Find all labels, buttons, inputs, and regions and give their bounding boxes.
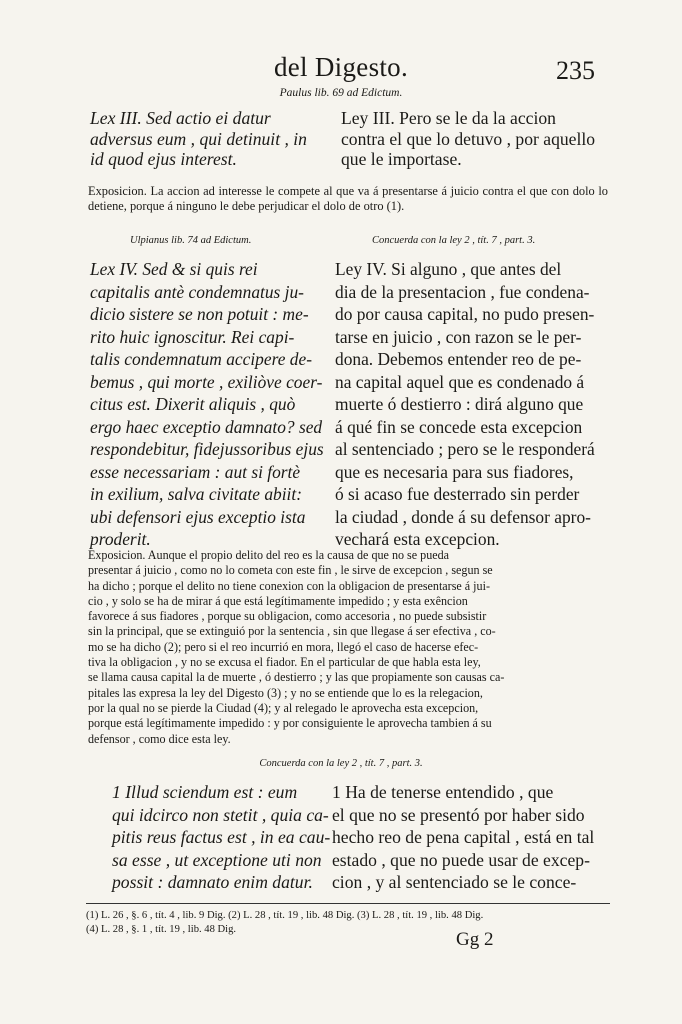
exposicion-line: tiva la obligacion , y no se excusa el fiador. En el particular de que habla esta ley,: [88, 655, 481, 670]
section1-latin-line: 1 Illud sciendum est : eum: [112, 782, 298, 802]
section1-spanish-line: hecho reo de pena capital , está en tal: [332, 827, 595, 848]
lex4-spanish-line: ó si acaso fue desterrado sin perder: [335, 484, 580, 504]
signature-mark: Gg 2: [456, 929, 494, 950]
lex3-spanish-line: que le importase.: [341, 149, 462, 170]
exposicion-line: cio , y solo se ha de mirar á que está legítimamente impedido ; y esta exêncion: [88, 593, 468, 608]
exposicion-line: presentar á juicio , como no lo cometa con este fin , le sirve de excepcion , segun se: [88, 563, 493, 578]
lex3-exposicion: Exposicion. La accion ad interesse le compete al que va á presentarse á juicio contra el que con dolo lo detiene, porque á ninguno le debe perjudicar el dolo de otro (1).: [88, 184, 608, 214]
lex4-latin-line: respondebitur, fidejussoribus ejus: [90, 439, 324, 459]
lex4-latin: [90, 258, 340, 551]
lex4-latin-line: capitalis antè condemnatus ju-: [90, 281, 304, 302]
lex3-spanish-line: contra el que lo detuvo , por aquello: [341, 128, 596, 149]
section1-spanish-line: estado , que no puede usar de excep-: [332, 849, 590, 870]
ref-concuerda-1: Concuerda con la ley 2 , tít. 7 , part. 3.: [372, 235, 536, 246]
section1-latin-line: pitis reus factus est , in ea cau-: [112, 827, 331, 848]
page-title: del Digesto.: [273, 52, 409, 82]
section1-latin-line: sa esse , ut exceptione uti non: [112, 849, 322, 870]
lex4-latin-line: rito huic ignoscitur. Rei capi-: [90, 326, 295, 347]
lex4-spanish-line: al sentenciado ; pero se le responderá: [335, 439, 595, 459]
lex4-spanish-line: la ciudad , donde á su defensor apro-: [335, 506, 591, 527]
ref-ulpianus: Ulpianus lib. 74 ad Edictum.: [130, 235, 252, 246]
footnote-line: (1) L. 26 , §. 6 , tít. 4 , lib. 9 Dig. (2) L. 28 , tít. 19 , lib. 48 Dig. (3) L. 28 , tít. 19 , lib. 48 Dig.: [86, 910, 484, 921]
lex4-latin-line: esse necessariam : aut si fortè: [90, 461, 301, 482]
exposicion-line: mo se ha dicho (2); pero si el reo incurrió en mora, llegó el caso de hacerse efec-: [88, 639, 479, 654]
section1-latin-line: qui idcirco non stetit , quia ca-: [112, 804, 329, 825]
section1-spanish-line: 1 Ha de tenerse entendido , que: [332, 782, 554, 802]
lex4-spanish-line: vechará esta excepcion.: [335, 529, 500, 549]
lex4-spanish-line: dia de la presentacion , fue condena-: [335, 281, 590, 302]
section1-latin-line: possit : damnato enim datur.: [112, 872, 313, 893]
lex3-latin-line: Lex III. Sed actio ei datur: [90, 108, 271, 128]
lex4-spanish-line: muerte ó destierro : dirá alguno que: [335, 394, 584, 414]
lex4-latin-line: ubi defensori ejus exceptio ista: [90, 506, 306, 527]
lex3-latin-line: adversus eum , qui detinuit , in: [90, 128, 307, 149]
lex4-latin-line: dicio sistere se non potuit : me-: [90, 304, 309, 324]
section1-spanish: [332, 781, 614, 894]
lex4-spanish: [335, 258, 613, 551]
lex4-latin-line: in exilium, salva civitate abiit:: [90, 484, 303, 504]
lex4-latin-line: talis condemnatum accipere de-: [90, 349, 312, 369]
footnote-rule: [86, 903, 610, 904]
lex4-spanish-line: na capital aquel que es condenado á: [335, 371, 585, 392]
exposicion-line: ha dicho ; porque el delito no tiene conexion con la obligacion de presentarse á jui-: [88, 578, 490, 593]
lex4-latin-line: Lex IV. Sed & si quis rei: [90, 259, 258, 279]
section1-spanish-line: cion , y al sentenciado se le conce-: [332, 872, 577, 893]
lex4-latin-line: bemus , qui morte , exiliòve coer-: [90, 371, 323, 392]
exposicion-line: Exposicion. Aunque el propio delito del reo es la causa de que no se pueda: [88, 548, 450, 562]
exposicion-line: por la qual no se pierde la Ciudad (4); y al relegado le aprovecha esta excepcion,: [88, 700, 479, 715]
lex4-spanish-line: do por causa capital, no pudo presen-: [335, 304, 595, 324]
lex3-latin: [90, 108, 340, 170]
lex4-spanish-line: Ley IV. Si alguno , que antes del: [335, 259, 562, 279]
exposicion-line: sin la principal, que se extinguió por la sentencia , sin que llegase á ser efectiva , co-: [88, 624, 496, 639]
section1-latin: [112, 781, 344, 894]
exposicion-line: defensor , como dice esta ley.: [88, 731, 231, 746]
lex3-latin-line: id quod ejus interest.: [90, 149, 237, 170]
lex3-spanish: [341, 108, 611, 170]
lex4-latin-line: ergo haec exceptio damnato? sed: [90, 416, 323, 437]
ref-concuerda-2: Concuerda con la ley 2 , tít. 7 , part. 3.: [259, 758, 423, 769]
page-number: 235: [556, 56, 595, 85]
lex4-latin-line: proderit.: [90, 529, 151, 549]
lex4-spanish-line: dona. Debemos entender reo de pe-: [335, 349, 582, 369]
exposicion-line: pitales las expresa la ley del Digesto (3) ; y no se entiende que lo es la relegacion,: [88, 685, 483, 700]
footnotes: [86, 909, 610, 936]
lex4-spanish-line: que es necesaria para sus fiadores,: [335, 461, 574, 482]
lex4-spanish-line: tarse en juicio , con razon se le per-: [335, 326, 582, 347]
exposicion-line: se llama causa capital la de muerte , ó destierro ; y las que propiamente son causas ca-: [88, 670, 505, 685]
exposicion-line: porque está legítimamente impedido : y por consiguiente le aprovecha tambien á su: [88, 716, 492, 731]
lex3-spanish-line: Ley III. Pero se le da la accion: [341, 108, 556, 128]
attribution-paulus: Paulus lib. 69 ad Edictum.: [279, 87, 403, 99]
section1-spanish-line: el que no se presentó por haber sido: [332, 804, 585, 825]
exposicion-line: favorece á sus fiadores , porque su obligacion, como accesoria , no puede subsistir: [88, 609, 487, 624]
footnote-line: (4) L. 28 , §. 1 , tít. 19 , lib. 48 Dig.: [86, 923, 237, 935]
lex4-latin-line: citus est. Dixerit aliquis , quò: [90, 394, 296, 414]
lex4-spanish-line: á qué fin se concede esta excepcion: [335, 416, 583, 437]
lex4-exposicion: [88, 548, 614, 747]
